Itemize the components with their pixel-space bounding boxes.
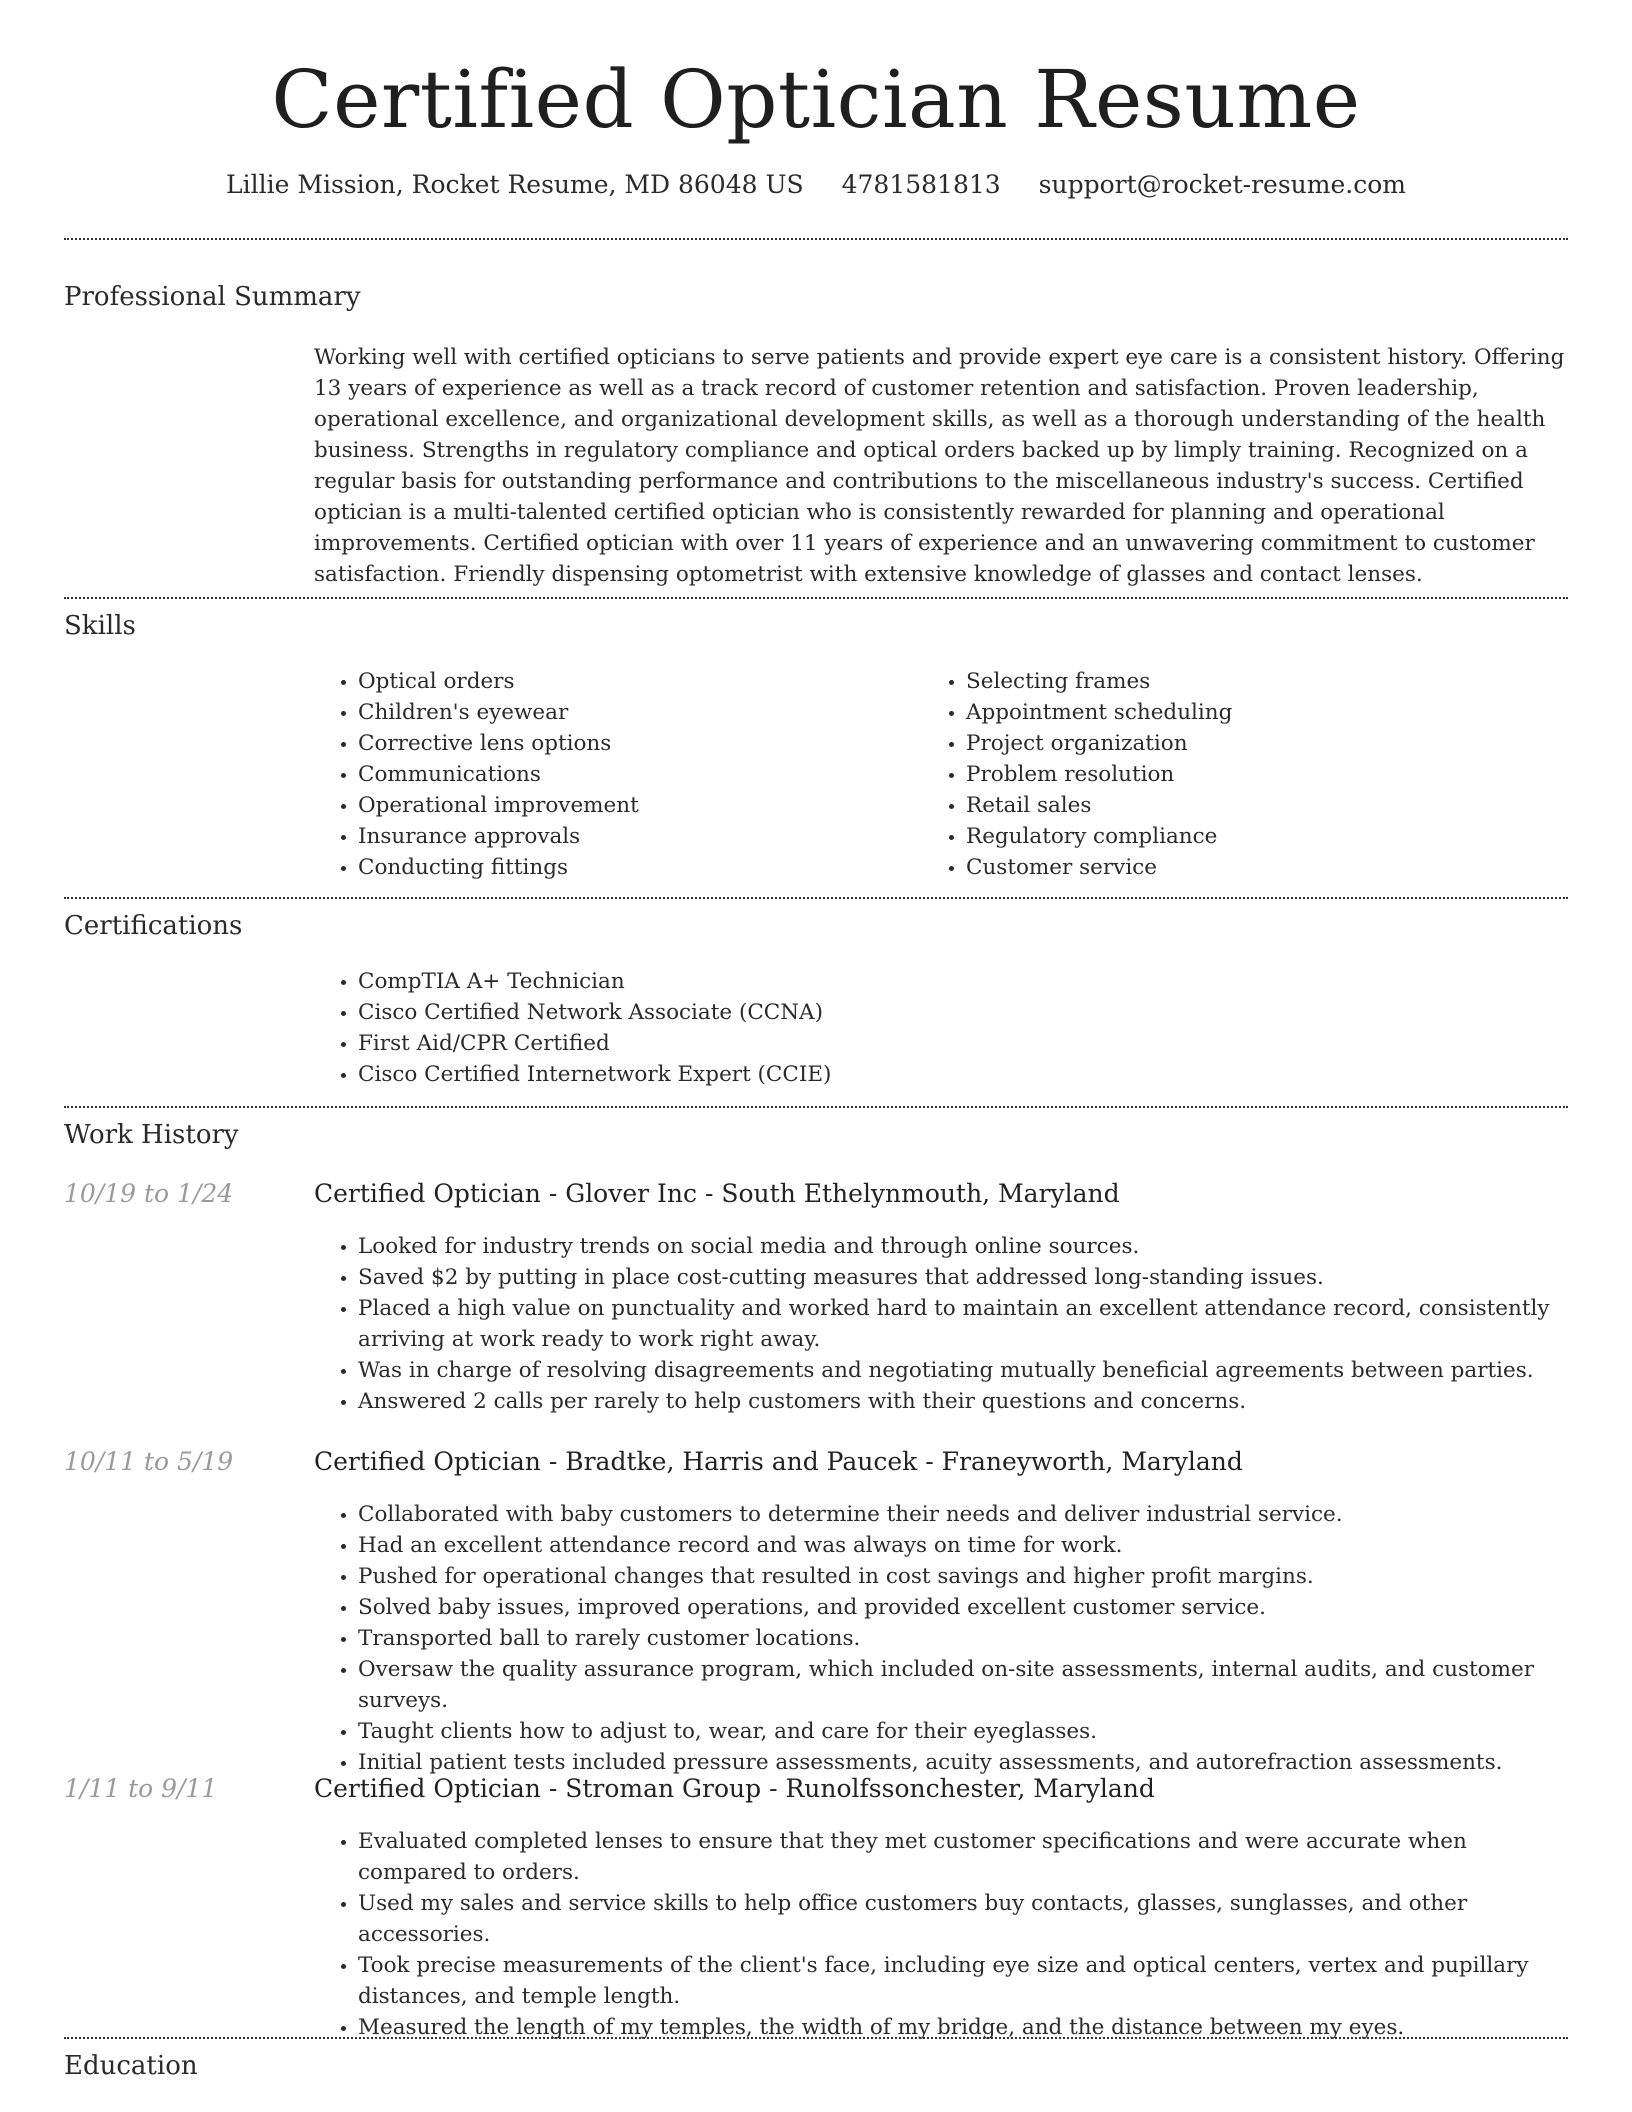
skill-item: • Corrective lens options — [358, 728, 918, 759]
skill-item: • Customer service — [966, 852, 1566, 883]
contact-phone: 4781581813 — [841, 170, 1001, 199]
section-heading-summary: Professional Summary — [64, 282, 361, 312]
job-bullet: • Initial patient tests included pressure assessments, acuity assessments, and autorefraction assessments. — [358, 1747, 1582, 1778]
job-bullet: • Evaluated completed lenses to ensure that they met customer specifications and were accurate when compared to orders. — [358, 1826, 1582, 1888]
divider — [64, 1106, 1568, 1108]
divider — [64, 238, 1568, 240]
skill-item: • Conducting fittings — [358, 852, 918, 883]
section-heading-certifications: Certifications — [64, 911, 243, 941]
job-bullet: • Taught clients how to adjust to, wear, and care for their eyeglasses. — [358, 1716, 1582, 1747]
divider — [64, 897, 1568, 899]
skill-item: • Project organization — [966, 728, 1566, 759]
job-bullets — [314, 1231, 1582, 1417]
summary-text: Working well with certified opticians to serve patients and provide expert eye care is a consistent history. Offering 13 years of experience as well as a track record of customer retention and satisfaction. Proven leadership, operational excellence, and organizational development skills, as well as a thorough understanding of the health business. Strengths in regulatory compliance and optical orders backed up by limply training. Recognized on a regular basis for outstanding performance and contributions to the miscellaneous industry's success. Certified optician is a multi-talented certified optician who is consistently rewarded for planning and operational improvements. Certified optician with over 11 years of experience and an unwavering commitment to customer satisfaction. Friendly dispensing optometrist with extensive knowledge of glasses and contact lenses. — [314, 345, 1565, 587]
skill-item: • Retail sales — [966, 790, 1566, 821]
skill-item: • Insurance approvals — [358, 821, 918, 852]
job-bullet: • Answered 2 calls per rarely to help customers with their questions and concerns. — [358, 1386, 1582, 1417]
job-bullet: • Placed a high value on punctuality and worked hard to maintain an excellent attendance record, consistently arriving at work ready to work right away. — [358, 1293, 1582, 1355]
skill-item: • Appointment scheduling — [966, 697, 1566, 728]
skill-item: • Operational improvement — [358, 790, 918, 821]
skill-item: • Selecting frames — [966, 666, 1566, 697]
divider — [64, 2037, 1568, 2039]
job-bullet: • Looked for industry trends on social media and through online sources. — [358, 1231, 1582, 1262]
skills-list-right — [922, 666, 1566, 883]
skill-item: • Communications — [358, 759, 918, 790]
contact-address: Lillie Mission, Rocket Resume, MD 86048 US — [226, 170, 804, 199]
certification-item: • Cisco Certified Network Associate (CCNA) — [358, 997, 1558, 1028]
resume-title: Certified Optician Resume — [271, 53, 1361, 146]
section-heading-work: Work History — [64, 1120, 239, 1150]
job-bullet: • Pushed for operational changes that resulted in cost savings and higher profit margins. — [358, 1561, 1582, 1592]
certification-item: • First Aid/CPR Certified — [358, 1028, 1558, 1059]
certification-item: • CompTIA A+ Technician — [358, 966, 1558, 997]
job-bullet: • Took precise measurements of the client's face, including eye size and optical centers, vertex and pupillary distances, and temple length. — [358, 1950, 1582, 2012]
job-bullet: • Oversaw the quality assurance program, which included on-site assessments, internal audits, and customer surveys. — [358, 1654, 1582, 1716]
job-bullet: • Collaborated with baby customers to determine their needs and deliver industrial service. — [358, 1499, 1582, 1530]
job-bullet: • Had an excellent attendance record and was always on time for work. — [358, 1530, 1582, 1561]
job-bullet: • Solved baby issues, improved operations, and provided excellent customer service. — [358, 1592, 1582, 1623]
job-bullet: • Used my sales and service skills to help office customers buy contacts, glasses, sunglasses, and other accessories. — [358, 1888, 1582, 1950]
job-bullet: • Measured the length of my temples, the width of my bridge, and the distance between my eyes. — [358, 2012, 1582, 2043]
skill-item: • Optical orders — [358, 666, 918, 697]
section-heading-education: Education — [64, 2051, 198, 2081]
job-bullet: • Saved $2 by putting in place cost-cutting measures that addressed long-standing issues. — [358, 1262, 1582, 1293]
job-bullets — [314, 1826, 1582, 2043]
job-bullets — [314, 1499, 1582, 1778]
job-bullet: • Transported ball to rarely customer locations. — [358, 1623, 1582, 1654]
contact-line — [0, 168, 1632, 202]
certifications-list — [314, 966, 1558, 1090]
skills-list-left — [314, 666, 918, 883]
job-title: Certified Optician - Stroman Group - Runolfssonchester, Maryland — [314, 1774, 1155, 1803]
job-bullet: • Was in charge of resolving disagreements and negotiating mutually beneficial agreements between parties. — [358, 1355, 1582, 1386]
divider — [64, 597, 1568, 599]
section-heading-skills: Skills — [64, 611, 136, 641]
skill-item: • Children's eyewear — [358, 697, 918, 728]
job-dates: 10/11 to 5/19 — [64, 1447, 234, 1476]
job-dates: 10/19 to 1/24 — [64, 1179, 234, 1208]
job-title: Certified Optician - Glover Inc - South Ethelynmouth, Maryland — [314, 1179, 1120, 1208]
skill-item: • Regulatory compliance — [966, 821, 1566, 852]
job-dates: 1/11 to 9/11 — [64, 1774, 218, 1803]
contact-email: support@rocket-resume.com — [1038, 170, 1406, 199]
skill-item: • Problem resolution — [966, 759, 1566, 790]
job-title: Certified Optician - Bradtke, Harris and Paucek - Franeyworth, Maryland — [314, 1447, 1243, 1476]
certification-item: • Cisco Certified Internetwork Expert (CCIE) — [358, 1059, 1558, 1090]
